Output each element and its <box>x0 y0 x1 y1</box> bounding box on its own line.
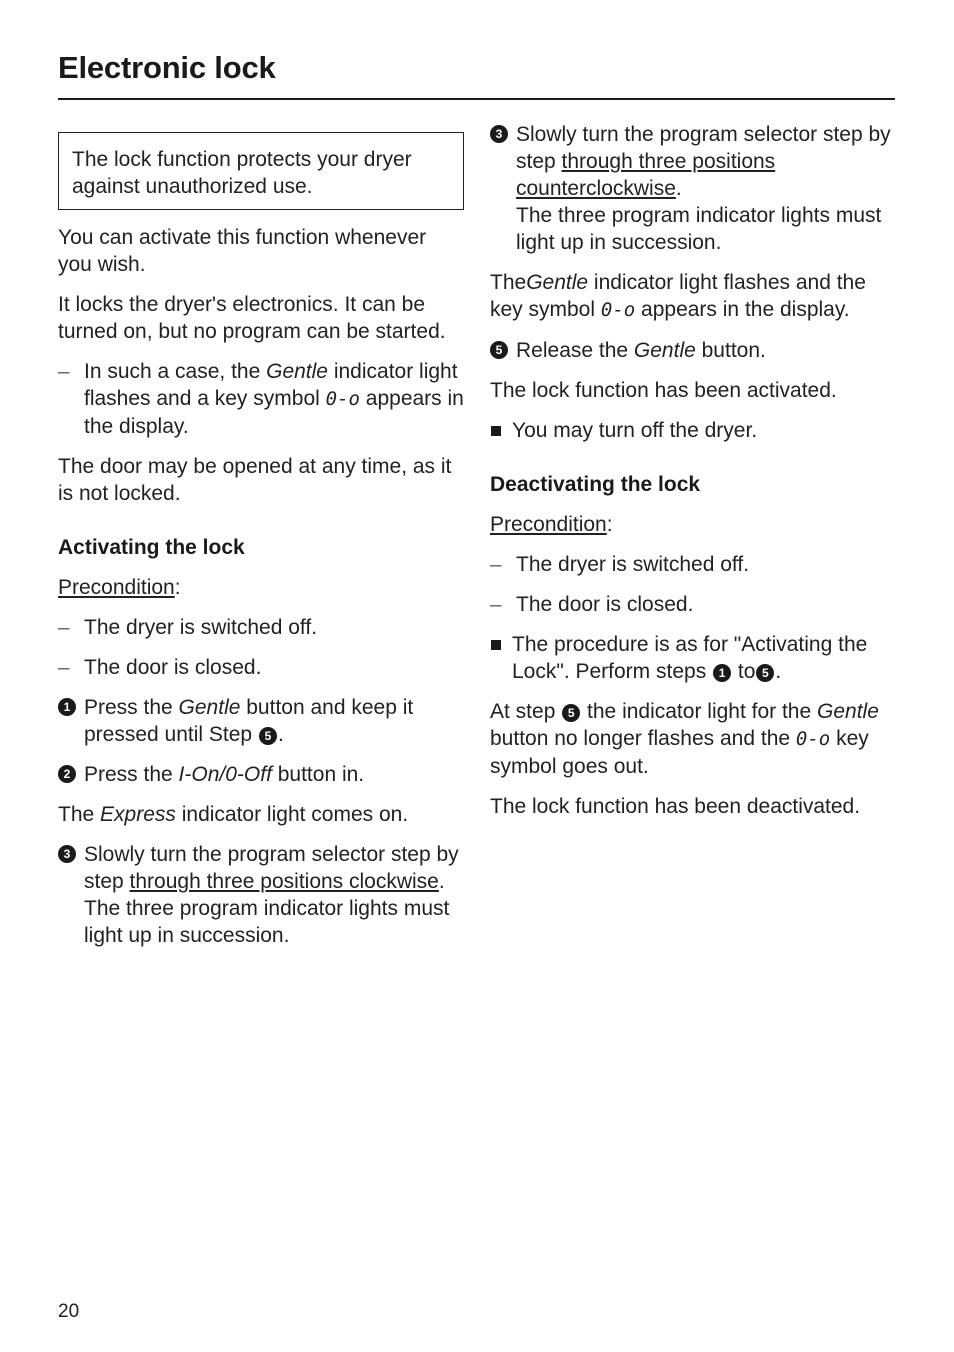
gentle-flash-text <box>490 269 896 324</box>
turn-off-bullet: You may turn off the dryer. <box>490 417 896 444</box>
underlined-text: through three positions clockwise <box>129 870 439 893</box>
intro-note-box <box>58 132 464 210</box>
activated-text: The lock function has been activated. <box>490 379 837 402</box>
precondition-dash-item: – The dryer is switched off. <box>58 614 464 641</box>
precondition-line: Precondition: <box>58 576 181 599</box>
gentle-label: Gentle <box>178 696 241 719</box>
step-number-icon: 1 <box>713 664 731 682</box>
text-span: button and keep it pressed until Step <box>84 696 414 746</box>
step-5 <box>490 337 896 364</box>
text-span: indicator light flashes and a key symbol <box>84 360 458 410</box>
text-span: button. <box>695 339 766 362</box>
gentle-label: Gentle <box>526 271 589 294</box>
key-symbol-icon: 0-o <box>795 728 831 750</box>
step-number-icon: 3 <box>58 845 76 863</box>
locks-electronics-text: It locks the dryer's electronics. It can be turned on, but no program can be started. <box>58 293 446 343</box>
text-span: At step <box>490 700 562 723</box>
express-light-text <box>58 801 464 828</box>
activating-heading: Activating the lock <box>58 536 245 559</box>
text-span: appears in the display. <box>635 298 850 321</box>
step-3-clockwise: 3 Slowly turn the program selector step by step through three positions clockwise. The three program indicator lights must light up in succession. <box>58 841 464 949</box>
activate-anytime-text: You can activate this function whenever you wish. <box>58 226 427 276</box>
text-span: The procedure is as for "Activating the Lock". Perform steps <box>512 633 868 683</box>
step-number-icon: 5 <box>490 341 508 359</box>
right-column <box>490 121 896 833</box>
on-off-label: I-On/0-Off <box>178 763 272 786</box>
precondition-label: Precondition <box>58 576 175 599</box>
text-span: The three program indicator lights must light up in succession. <box>516 204 882 254</box>
precondition-dash-item: – The dryer is switched off. <box>490 551 896 578</box>
page-number: 20 <box>58 1301 80 1322</box>
precondition-line: Precondition: <box>490 513 613 536</box>
text-span: In such a case, the <box>84 360 267 383</box>
precondition-dash-item: – The door is closed. <box>490 591 896 618</box>
gentle-label: Gentle <box>817 700 879 723</box>
text-span: Slowly turn the program selector step by step <box>84 843 459 893</box>
deactivated-text: The lock function has been deactivated. <box>490 795 861 818</box>
text-span: The <box>58 803 101 826</box>
express-label: Express <box>100 803 176 826</box>
key-symbol-icon: 0-o <box>325 388 360 410</box>
text-span: the indicator light for the <box>581 700 818 723</box>
step-number-icon: 1 <box>58 698 76 716</box>
text-span: key symbol goes out. <box>490 727 869 778</box>
text-span: button in. <box>271 763 365 786</box>
title-rule <box>58 98 895 100</box>
text-span: to <box>732 660 756 683</box>
step-number-icon: 5 <box>562 704 580 722</box>
key-symbol-icon: 0-o <box>600 299 636 321</box>
text-span: indicator light comes on. <box>175 803 409 826</box>
left-column <box>58 121 464 962</box>
underlined-text: through three positions counterclockwise <box>516 150 776 200</box>
text-span: Slowly turn the program selector step by step <box>516 123 891 173</box>
text-span: appears in the display. <box>84 387 464 438</box>
gentle-label: Gentle <box>633 339 696 362</box>
gentle-flash-dash-item <box>58 358 464 440</box>
step-2 <box>58 761 464 788</box>
intro-note-text: The lock function protects your dryer against unauthorized use. <box>72 148 412 198</box>
text-span: Press the <box>84 696 179 719</box>
door-open-text: The door may be opened at any time, as it is not locked. <box>58 455 452 505</box>
text-span: Release the <box>516 339 634 362</box>
precondition-dash-item: – The door is closed. <box>58 654 464 681</box>
step-1: 1 Press the Gentle button and keep it pressed until Step 5 . <box>58 694 464 748</box>
step-number-icon: 5 <box>756 664 774 682</box>
text-span: The three program indicator lights must light up in succession. <box>84 897 450 947</box>
step-number-icon: 5 <box>259 727 277 745</box>
step-number-icon: 2 <box>58 765 76 783</box>
text-span: indicator light flashes and the key symbol <box>490 271 866 321</box>
text-span: The <box>490 271 527 294</box>
step-number-icon: 3 <box>490 125 508 143</box>
gentle-label: Gentle <box>266 360 328 383</box>
step-3-counterclockwise: 3 Slowly turn the program selector step by step through three positions counterclockwise. The three program indicator lights must light up in succession. <box>490 121 896 256</box>
page-title: Electronic lock <box>58 50 276 85</box>
at-step-text <box>490 698 896 780</box>
procedure-bullet: The procedure is as for "Activating the Lock". Perform steps 1 to 5 . <box>490 631 896 685</box>
deactivating-heading: Deactivating the lock <box>490 473 701 496</box>
precondition-label: Precondition <box>490 513 607 536</box>
text-span: button no longer flashes and the <box>490 727 796 750</box>
text-span: Press the <box>84 763 179 786</box>
